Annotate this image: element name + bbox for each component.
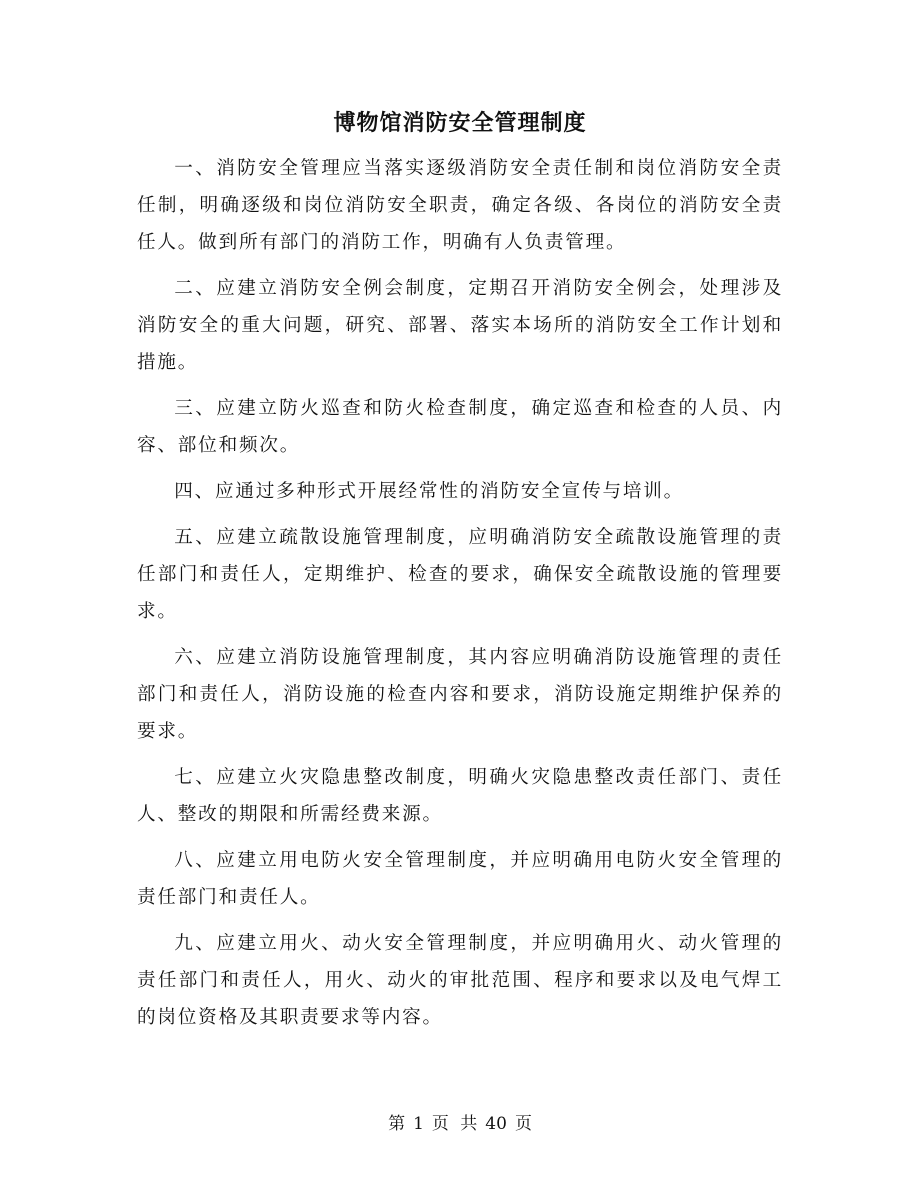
paragraph-6: 六、应建立消防设施管理制度，其内容应明确消防设施管理的责任部门和责任人，消防设施的检查内容和要求，消防设施定期维护保养的要求。 xyxy=(137,647,783,742)
document-title: 博物馆消防安全管理制度 xyxy=(333,111,587,136)
paragraph-2: 二、应建立消防安全例会制度，定期召开消防安全例会，处理涉及消防安全的重大问题，研究、部署、落实本场所的消防安全工作计划和措施。 xyxy=(137,278,783,373)
footer-mid: 页 共 xyxy=(431,1114,478,1134)
footer-page-number: 1 xyxy=(413,1114,424,1134)
paragraph-7: 七、应建立火灾隐患整改制度，明确火灾隐患整改责任部门、责任人、整改的期限和所需经费来源。 xyxy=(137,767,783,825)
paragraph-5: 五、应建立疏散设施管理制度，应明确消防安全疏散设施管理的责任部门和责任人，定期维护、检查的要求，确保安全疏散设施的管理要求。 xyxy=(137,527,783,622)
footer-prefix: 第 xyxy=(388,1114,406,1134)
page-footer xyxy=(0,1110,920,1138)
document-body xyxy=(137,150,783,1045)
paragraph-3: 三、应建立防火巡查和防火检查制度，确定巡查和检查的人员、内容、部位和频次。 xyxy=(137,398,783,456)
paragraph-9: 九、应建立用火、动火安全管理制度，并应明确用火、动火管理的责任部门和责任人，用火、动火的审批范围、程序和要求以及电气焊工的岗位资格及其职责要求等内容。 xyxy=(137,933,783,1028)
footer-suffix: 页 xyxy=(514,1114,532,1134)
paragraph-8: 八、应建立用电防火安全管理制度，并应明确用电防火安全管理的责任部门和责任人。 xyxy=(137,850,783,908)
paragraph-4: 四、应通过多种形式开展经常性的消防安全宣传与培训。 xyxy=(174,481,685,502)
paragraph-1: 一、消防安全管理应当落实逐级消防安全责任制和岗位消防安全责任制，明确逐级和岗位消防安全职责，确定各级、各岗位的消防安全责任人。做到所有部门的消防工作，明确有人负责管理。 xyxy=(137,158,783,253)
footer-page-total: 40 xyxy=(485,1114,507,1134)
